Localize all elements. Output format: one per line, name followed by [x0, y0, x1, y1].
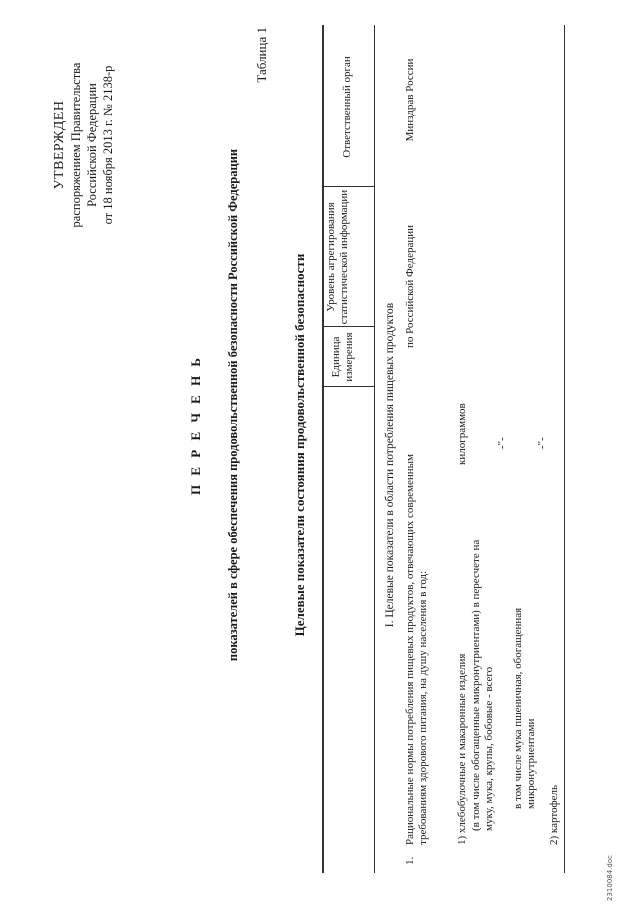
row-unit: килограммов: [456, 403, 468, 465]
approval-date: от 18 ноября 2013 г. № 2138-р: [101, 65, 115, 225]
subitem-text: (в том числе обогащенные микронутриентами) в пересчете на муку, мука, крупы, бобовые - всего: [470, 539, 495, 831]
approval-block: [52, 25, 116, 265]
approval-heading: УТВЕРЖДЕН: [52, 100, 67, 190]
subitem-text: 1) хлебобулочные и макаронные изделия: [456, 653, 468, 845]
row-text: Рациональные нормы потребления пищевых продуктов, отвечающих современным требованиям здорового питания, на душу населения в год:: [404, 454, 429, 845]
approval-line: распоряжением Правительства: [69, 62, 83, 228]
subitem-unit: -"-: [496, 437, 508, 449]
subitem-text: 2) картофель: [548, 784, 560, 845]
row-responsible: Минздрав России: [404, 58, 416, 142]
document-title: П Е Р Е Ч Е Н Ь: [188, 354, 203, 496]
header-unit: Единица измерения: [330, 332, 355, 382]
table-section-row: I. Целевые показатели в области потребления пищевых продуктов: [384, 302, 396, 628]
document-footer-code: 2310084.doc: [606, 855, 614, 901]
row-number: 1.: [404, 856, 416, 865]
document-subtitle: показателей в сфере обеспечения продовольственной безопасности Российской Федерации: [226, 148, 240, 662]
subitem-unit: -"-: [536, 437, 548, 449]
row-level: по Российской Федерации: [404, 225, 416, 349]
subitem-text: в том числе мука пшеничная, обогащенная микронутриентами: [512, 607, 537, 809]
approval-line: Российской Федерации: [85, 83, 99, 207]
table-top-border: [322, 25, 324, 873]
table-label: Таблица 1: [254, 27, 269, 83]
section-title: Целевые показатели состояния продовольственной безопасности: [292, 253, 307, 637]
header-responsible: Ответственный орган: [341, 56, 353, 158]
table-bottom-border: [564, 25, 565, 873]
header-level: Уровень агрегирования статистической информации: [325, 189, 350, 325]
table-header-bottom-border: [374, 25, 375, 873]
